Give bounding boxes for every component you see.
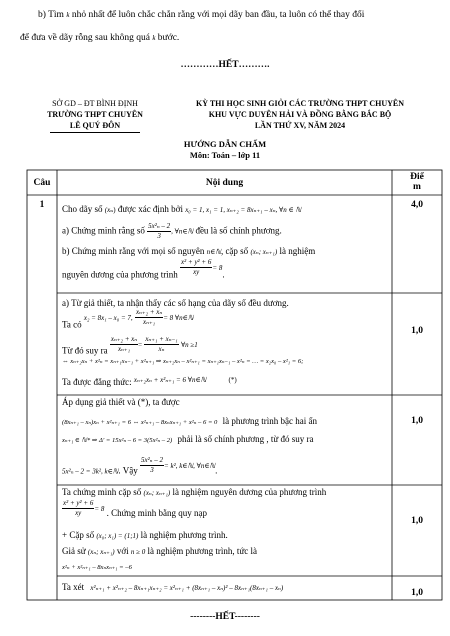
intro-line-2: để đưa về dãy rỗng sau không quá k bước. <box>20 33 180 43</box>
question-part-b-2: nguyên dương của phương trình $\frac{\text{x² + y² + 6}}{xy}$ $^{= 8}$. <box>62 258 225 280</box>
question-part-a: a) Chứng minh rằng số $\frac{\text{5x²ₙ – 2}}{3}$ , ∀n∈ℕ đều là số chính phương. <box>62 222 282 240</box>
col-header-cau: Câu <box>33 178 51 188</box>
s2-equation: (8xₙ₊₁ – xₙ)xₙ + x²ₙ₊₁ = 6 ⇔ x²ₙ₊₁ – 8xₙxₙ₊₁ + x²ₙ – 6 = 0 là phương trình bậc hai ẩn <box>62 416 317 426</box>
s4-line: Ta xét x²ₙ₊₁ + x²ₙ₊₂ – 8xₙ₊₁xₙ₊₂ = x²ₙ₊₁ + (8xₙ₊₁ – xₙ)² – 8xₙ₊₁(8xₙ₊₁ – xₙ) <box>62 582 284 592</box>
col-header-content: Nội dung <box>205 178 244 188</box>
end-of-problems: …………HẾT………. <box>180 60 270 70</box>
col-header-score: Điể m <box>410 172 424 192</box>
question-statement: Cho dãy số (xₙ) được xác định bởi x₀ = 1, x₁ = 1, xₙ₊₂ = 8xₙ₊₁ – xₙ, ∀n ∈ ℕ <box>62 204 302 214</box>
question-number: 1 <box>39 200 45 210</box>
s2-discriminant: xₙ₊₁ ∈ ℕ* ⇒ Δ' = 15x²ₙ – 6 = 3(5x²ₙ – 2) phải là số chính phương , từ đó suy ra <box>62 434 314 444</box>
end-of-guide: --------HẾT-------- <box>190 612 260 622</box>
s3-line-1: Ta chứng minh cặp số (xₙ; xₙ₊₁) là nghiệm nguyên dương của phương trình <box>62 487 327 497</box>
s1-score: 1,0 <box>411 326 423 336</box>
school-block: SỞ GD – ĐT BÌNH ĐỊNH TRƯỜNG THPT CHUYÊN LÊ QUÝ ĐÔN <box>20 98 170 133</box>
s2-intro: Áp dụng giả thiết và (*), ta được <box>62 397 180 407</box>
s1-have: Ta có $^{x_2 = 8x_1 - x_0 = 7,}$ $\frac{\text{xₙ₊₂ + xₙ}}{\text{xₙ₊₁}}$ $^{= 8 \forall n\in ℕ}$ <box>62 308 194 330</box>
s2-conclusion: 5x²ₙ – 2 = 3k², k∈ℕ. Vậy $\frac{\text{5x²ₙ – 2}}{3}$ $^{= k^2, k\in ℕ, \forall n\in ℕ}$. <box>62 456 218 476</box>
s1-from: Từ đó suy ra $\frac{\text{xₙ₊₂ + xₙ}}{\text{xₙ₊₁}}$ = $\frac{\text{xₙ₊₁ + xₙ₋₁}}{\text{xₙ}}$ $^{\forall n \ge 1}$ <box>62 335 198 356</box>
s1-identity: Ta được đẳng thức: $^{x_{n+2}x_n + x^2_{n+1} = 6 \forall n\in ℕ}$ (*) <box>62 376 237 387</box>
s1-intro: a) Từ giả thiết, ta nhận thấy các số hạng của dãy số đều dương. <box>62 298 289 308</box>
s3-line-3: + Cặp số (x₀; x₁) = (1;1) là nghiệm phương trình. <box>62 530 228 540</box>
var-k: k <box>66 11 70 19</box>
page-title: HƯỚNG DẪN CHẤM <box>183 139 267 149</box>
question-part-b: b) Chứng minh rằng với mọi số nguyên n∈ℕ, cặp số (xₙ; xₙ₊₁) là nghiệm <box>62 246 316 256</box>
intro-line-1: b) Tìm k nhỏ nhất để luôn chắc chắn rằng với mọi dãy ban đầu, ta luôn có thể thay đổi <box>38 10 365 20</box>
question-score: 4,0 <box>411 200 423 210</box>
s3-line-4: Giả sử (xₙ; xₙ₊₁) với n ≥ 0 là nghiệm phương trình, tức là <box>62 546 257 556</box>
s3-line-2: $\frac{\text{x² + y² + 6}}{xy}$ = 8 . Chứng minh bằng quy nạp <box>63 499 207 518</box>
s4-score: 1,0 <box>411 588 423 598</box>
s1-chain: ⇔ xₙ₊₂xₙ + x²ₙ = xₙ₊₁xₙ₋₁ + x²ₙ₊₁ ⇒ xₙ₊₂xₙ – x²ₙ₊₁ = xₙ₊₁xₙ₋₁ – x²ₙ = … = x₂x₀ – x²₁ = 6; <box>62 358 304 365</box>
s3-score: 1,0 <box>411 516 423 526</box>
page-subtitle: Môn: Toán – lớp 11 <box>189 150 261 160</box>
s2-score: 1,0 <box>411 416 423 426</box>
s3-line-5: x²ₙ + x²ₙ₊₁ – 8xₙxₙ₊₁ = –6 <box>62 564 132 571</box>
exam-block: KỲ THI HỌC SINH GIỎI CÁC TRƯỜNG THPT CHUYÊN KHU VỰC DUYÊN HẢI VÀ ĐỒNG BẰNG BẮC BỘ LẦN THỨ XV, NĂM 2024 <box>195 99 405 130</box>
